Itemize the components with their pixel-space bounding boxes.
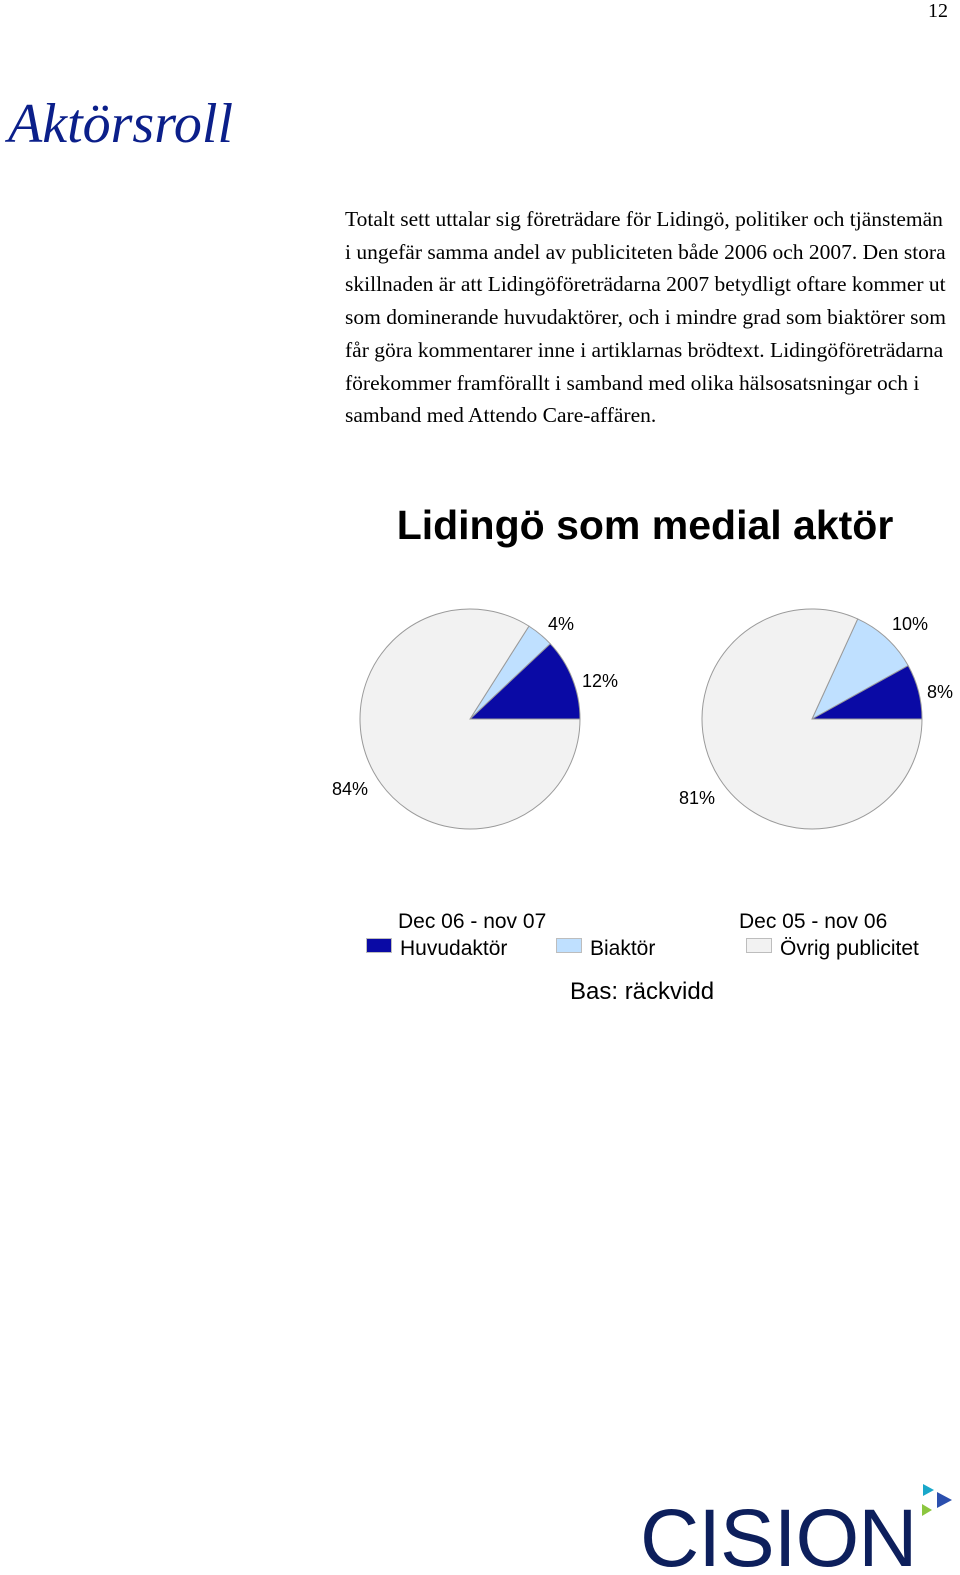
- legend-swatch-huvudaktor: [366, 938, 392, 953]
- pie-2-label-huvudaktor: 8%: [926, 682, 954, 702]
- pie-1-label-biaktor: 4%: [547, 614, 575, 634]
- section-title: Aktörsroll: [8, 93, 234, 155]
- legend-series-2: Dec 05 - nov 06: [739, 910, 888, 933]
- logo-triangle-icon: [923, 1484, 934, 1496]
- logo-wordmark: CISION: [640, 1493, 917, 1575]
- chart-base-note: Bas: räckvidd: [570, 978, 715, 1005]
- pie-2-label-ovrig: 81%: [678, 788, 716, 808]
- legend-label-biaktor: Biaktör: [590, 937, 656, 960]
- chart-title: Lidingö som medial aktör: [396, 502, 894, 548]
- pie-1-label-ovrig: 84%: [331, 779, 369, 799]
- legend-label-huvudaktor: Huvudaktör: [400, 937, 508, 960]
- page-number: 12: [928, 0, 948, 22]
- legend-swatch-biaktor: [556, 938, 582, 953]
- pie-2-label-biaktor: 10%: [891, 614, 929, 634]
- logo-triangle-icon: [922, 1504, 932, 1516]
- legend-series-1: Dec 06 - nov 07: [398, 910, 547, 933]
- cision-logo: [640, 1480, 960, 1575]
- legend-label-ovrig: Övrig publicitet: [780, 937, 919, 960]
- pie-1-label-huvudaktor: 12%: [581, 671, 619, 691]
- logo-triangle-icon: [937, 1492, 952, 1508]
- body-paragraph: Totalt sett uttalar sig företrädare för Lidingö, politiker och tjänstemän i ungefär samma andel av publiciteten både 2006 och 2007. Den stora skillnaden är att Lidingöföreträdarna 2007 betydligt oftare kommer ut som dominerande huvudaktörer, och i mindre grad som biaktörer som får göra kommentarer inne i artiklarnas brödtext. Lidingöföreträdarna förekommer framförallt i samband med olika hälsosatsningar och i samband med Attendo Care-affären.: [345, 207, 946, 428]
- legend-swatch-ovrig: [746, 938, 772, 953]
